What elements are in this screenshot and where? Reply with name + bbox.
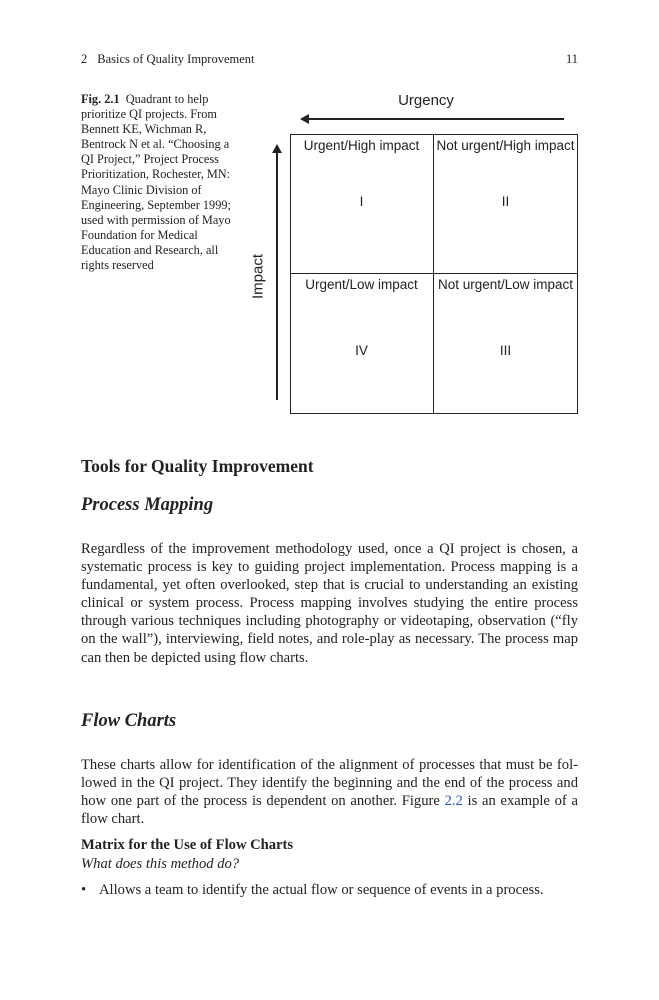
figure-label: Fig. 2.1 — [81, 92, 120, 106]
matrix-question: What does this method do? — [81, 856, 240, 872]
impact-arrow-head — [272, 144, 282, 153]
quadrant-title-2: Not urgent/High impact — [436, 138, 575, 153]
matrix-heading: Matrix for the Use of Flow Charts — [81, 837, 294, 853]
urgency-axis-line — [302, 118, 564, 120]
flow-charts-heading: Flow Charts — [81, 711, 177, 731]
quadrant-numeral-2: II — [501, 194, 510, 209]
figure-caption — [81, 92, 231, 273]
figure-2-2-link[interactable]: 2.2 — [444, 793, 463, 810]
figure-caption-text: Quadrant to help prioritize QI projects. From Bennett KE, Wichman R, Bentrock N et al. “Choosing a QI Project,” Project Process Prioritization, Rochester, MN: Mayo Clinic Division of Engineering, September 1999; used with permission of Mayo Foundation for Medical Education and Research, all rights reserved — [81, 92, 231, 273]
impact-axis-label: Impact — [249, 254, 267, 300]
process-mapping-heading: Process Mapping — [81, 495, 214, 515]
impact-axis-line — [276, 146, 278, 400]
bullet-icon: • — [81, 882, 87, 898]
running-head — [81, 52, 578, 67]
flow-charts-text-end: is an example of a flow chart. — [81, 793, 578, 828]
list-item-text: Allows a team to identify the actual flow or sequence of events in a process. — [99, 882, 544, 898]
section-title: Basics of Quality Improvement — [97, 52, 255, 66]
quadrant-numeral-1: I — [359, 194, 364, 209]
page-number: 11 — [565, 52, 578, 66]
process-mapping-paragraph: Regardless of the improvement methodology used, once a QI project is chosen, a systematic process is key to guiding project implementation. Process mapping is a fundamental, yet often overlooked, step that is crucial to understanding an existing clinical or system process. Process mapping involves studying the entire process through various techniques including photography or videotaping, observation (“fly on the wall”), interviewing, field notes, and role-play as necessary. The process map can then be depicted using flow charts. — [81, 541, 578, 666]
quadrant-title-3: Not urgent/Low impact — [437, 277, 574, 292]
chapter-number: 2 — [81, 52, 88, 66]
quadrant-horizontal-divider — [290, 273, 578, 274]
section-heading: Tools for Quality Improvement — [81, 456, 314, 476]
flow-charts-paragraph — [81, 756, 578, 828]
quadrant-title-4: Urgent/Low impact — [305, 277, 418, 292]
urgency-arrow-head — [300, 114, 309, 124]
urgency-axis-label: Urgency — [398, 92, 454, 109]
quadrant-title-1: Urgent/High impact — [303, 138, 420, 153]
list-item — [81, 882, 544, 899]
quadrant-numeral-3: III — [499, 343, 512, 358]
quadrant-vertical-divider — [433, 134, 434, 414]
flow-charts-text-start: These charts allow for identification of the alignment of processes that must be fol-lowed in the QI project. They identify the beginning and the end of the process and how one part of the process is dependent on another. Figure — [81, 757, 578, 810]
quadrant-numeral-4: IV — [355, 343, 368, 358]
quadrant-grid — [290, 134, 578, 414]
